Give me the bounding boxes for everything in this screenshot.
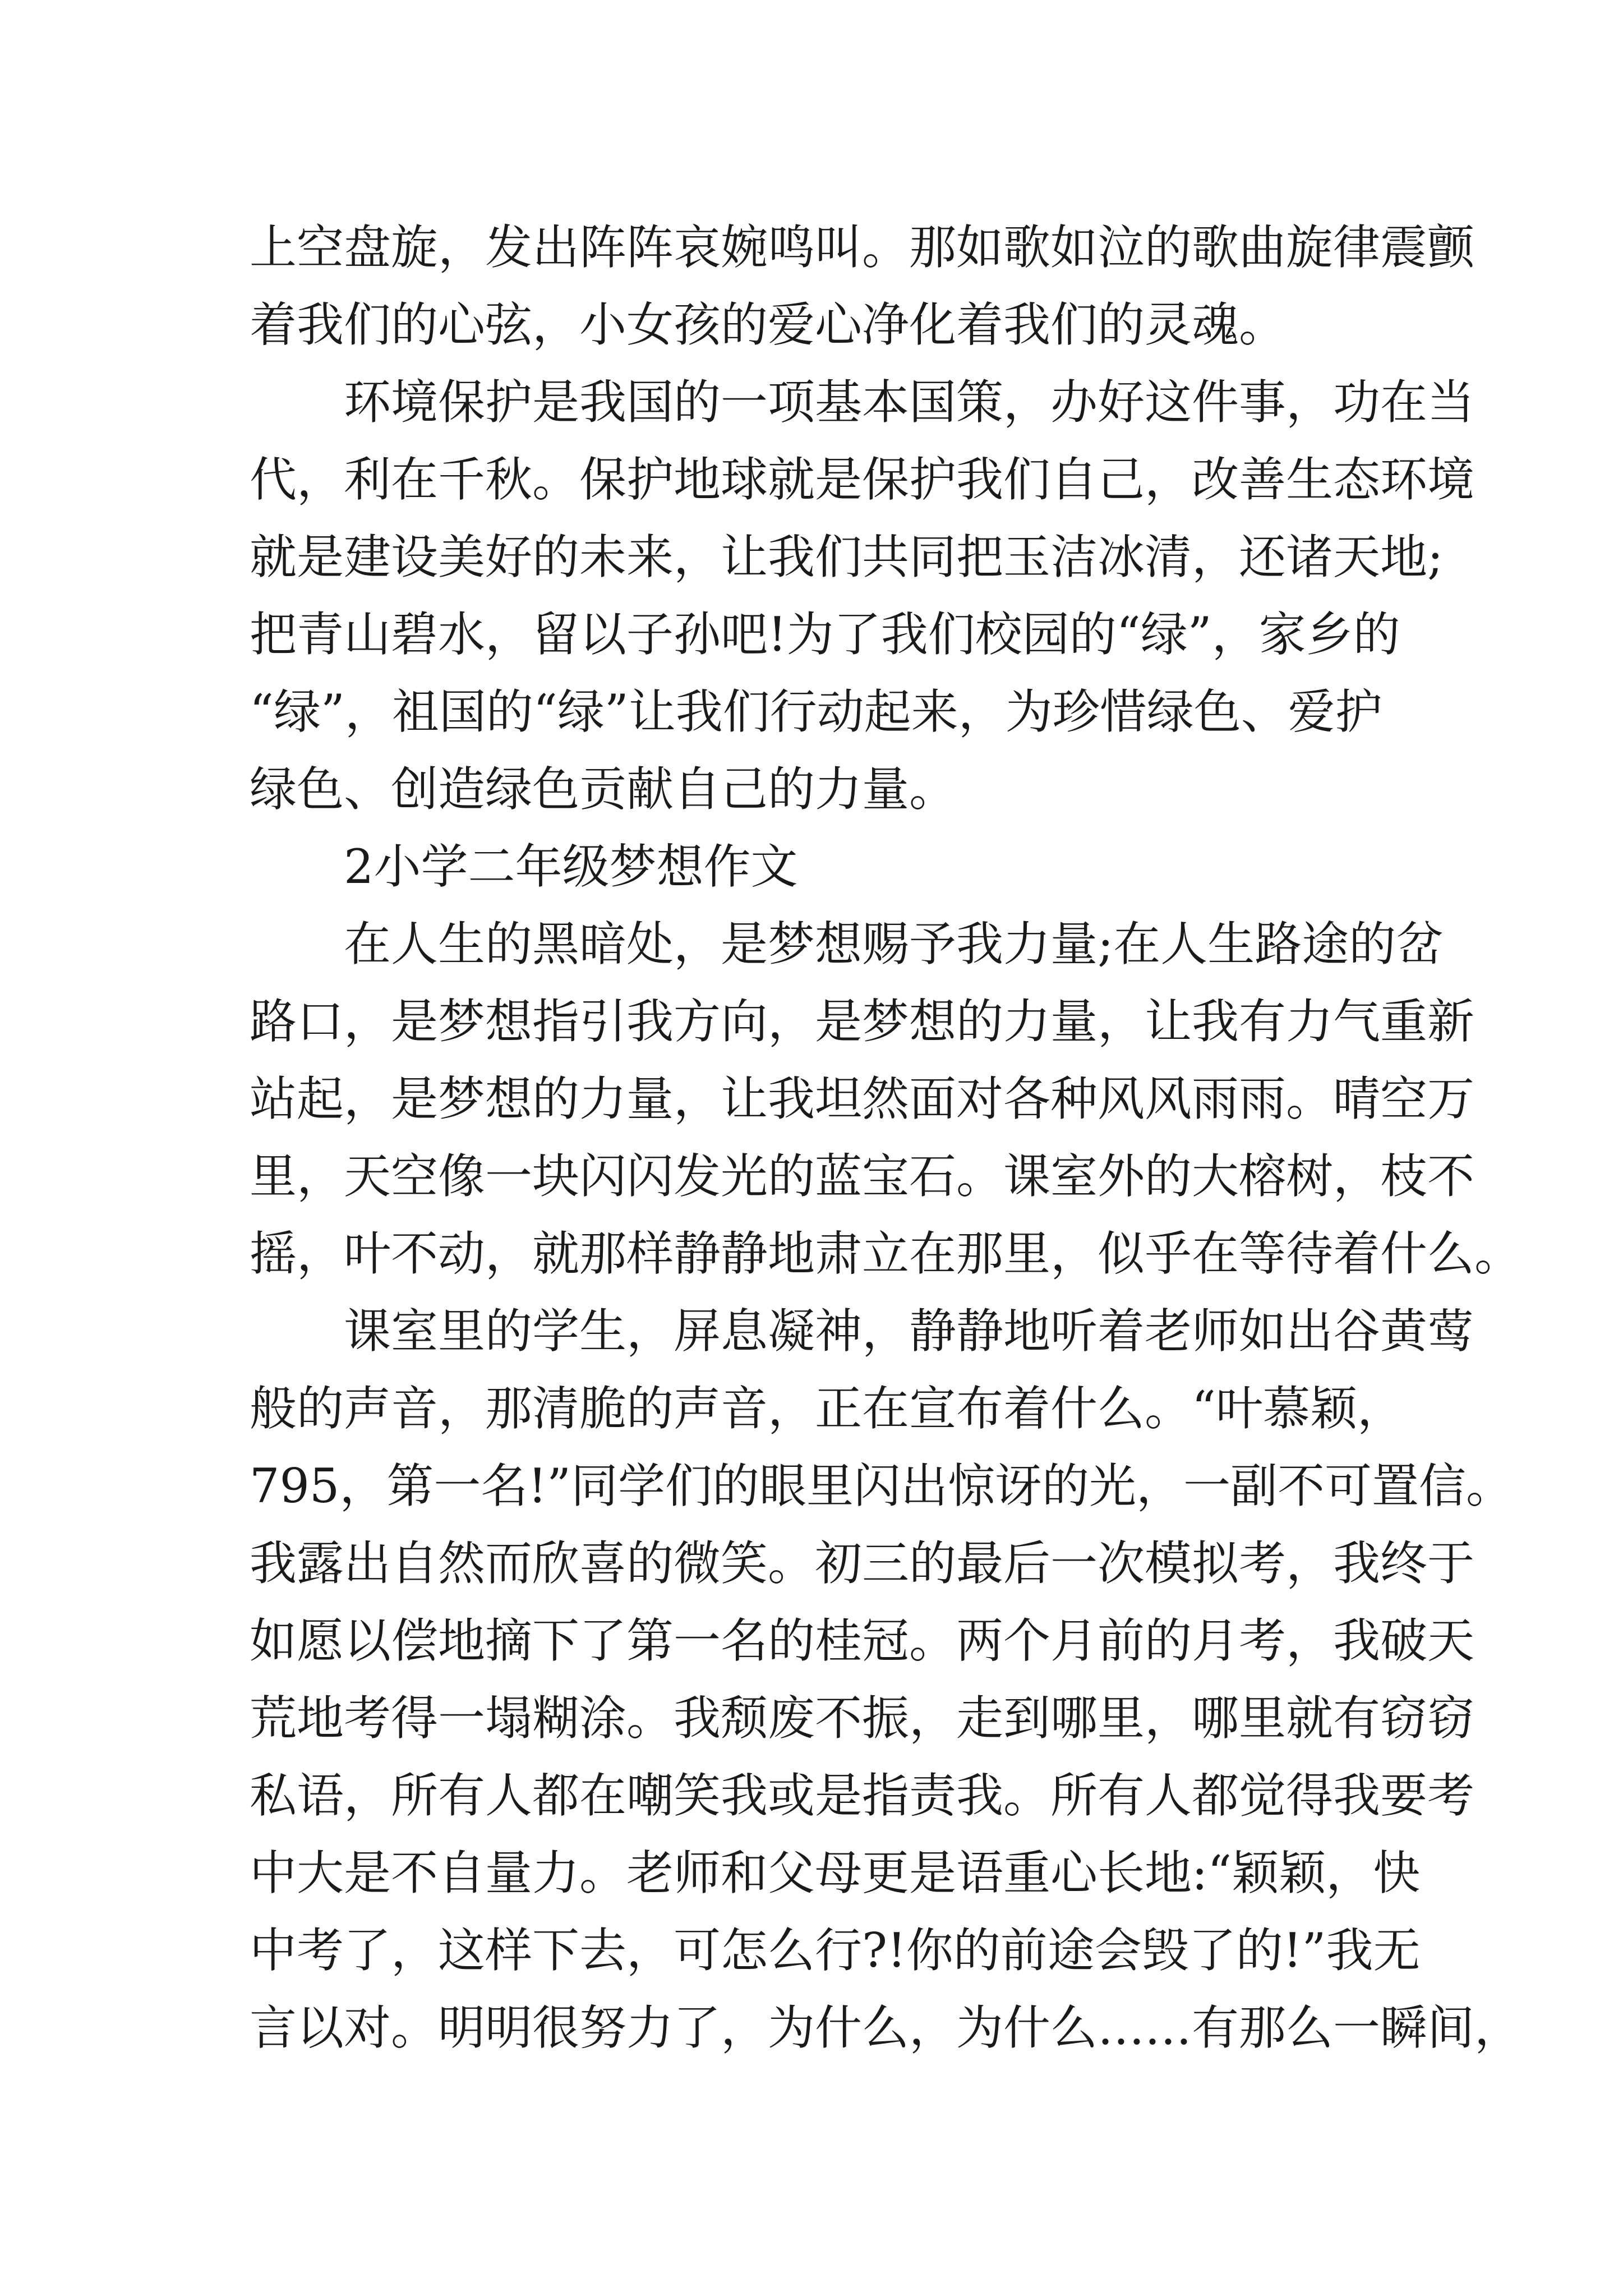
text-line: 摇，叶不动，就那样静静地肃立在那里，似乎在等待着什么。 bbox=[250, 1226, 1522, 1281]
paragraph-start-line: 课室里的学生，屏息凝神，静静地听着老师如出谷黄莺 bbox=[344, 1304, 1475, 1359]
text-line: 中大是不自量力。老师和父母更是语重心长地:“颖颖，快 bbox=[250, 1846, 1421, 1901]
text-line: 795，第一名!”同学们的眼里闪出惊讶的光，一副不可置信。 bbox=[250, 1458, 1514, 1513]
text-line: 中考了，这样下去，可怎么行?!你的前途会毁了的!”我无 bbox=[250, 1923, 1421, 1978]
text-line: 荒地考得一塌糊涂。我颓废不振，走到哪里，哪里就有窃窃 bbox=[250, 1691, 1475, 1746]
text-line: 着我们的心弦，小女孩的爱心净化着我们的灵魂。 bbox=[250, 297, 1287, 352]
text-line: 代，利在千秋。保护地球就是保护我们自己，改善生态环境 bbox=[250, 452, 1475, 507]
text-line: 如愿以偿地摘下了第一名的桂冠。两个月前的月考，我破天 bbox=[250, 1613, 1475, 1668]
text-line: 路口，是梦想指引我方向，是梦想的力量，让我有力气重新 bbox=[250, 994, 1475, 1049]
text-line: 言以对。明明很努力了，为什么，为什么……有那么一瞬间， bbox=[250, 2000, 1522, 2055]
text-line: 上空盘旋，发出阵阵哀婉鸣叫。那如歌如泣的歌曲旋律震颤 bbox=[250, 220, 1475, 275]
essay-text bbox=[250, 209, 1522, 2067]
text-line: 我露出自然而欣喜的微笑。初三的最后一次模拟考，我终于 bbox=[250, 1536, 1475, 1591]
text-line: 般的声音，那清脆的声音，正在宣布着什么。“叶慕颖， bbox=[250, 1381, 1404, 1436]
paragraph-start-line: 环境保护是我国的一项基本国策，办好这件事，功在当 bbox=[344, 375, 1475, 430]
text-line: 私语，所有人都在嘲笑我或是指责我。所有人都觉得我要考 bbox=[250, 1768, 1475, 1823]
section-heading: 2小学二年级梦想作文 bbox=[344, 839, 798, 894]
text-line: 把青山碧水，留以子孙吧!为了我们校园的“绿”，家乡的 bbox=[250, 607, 1400, 662]
text-line: 就是建设美好的未来，让我们共同把玉洁冰清，还诸天地; bbox=[250, 530, 1444, 585]
text-line: “绿”，祖国的“绿”让我们行动起来，为珍惜绿色、爱护 bbox=[250, 684, 1382, 739]
paragraph-start-line: 在人生的黑暗处，是梦想赐予我力量;在人生路途的岔 bbox=[344, 917, 1444, 972]
text-line: 里，天空像一块闪闪发光的蓝宝石。课室外的大榕树，枝不 bbox=[250, 1149, 1475, 1204]
text-line: 绿色、创造绿色贡献自己的力量。 bbox=[250, 762, 957, 817]
text-line: 站起，是梦想的力量，让我坦然面对各种风风雨雨。晴空万 bbox=[250, 1071, 1475, 1126]
